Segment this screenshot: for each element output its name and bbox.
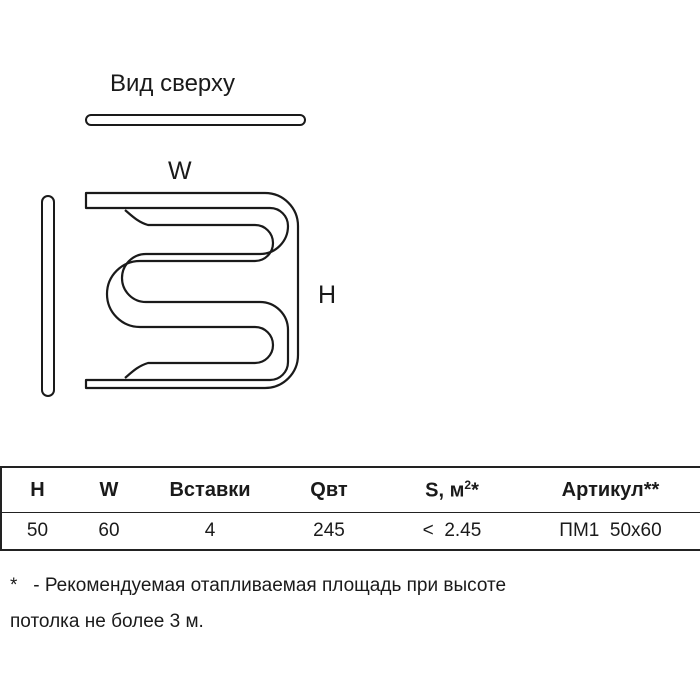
footnote-line-2: потолка не более 3 м.: [10, 611, 204, 632]
side-view-bar: [42, 196, 54, 396]
top-view-title: Вид сверху: [110, 70, 235, 97]
header-h: H: [1, 467, 73, 513]
cell-w: 60: [73, 513, 145, 551]
spec-table-header-row: [1, 467, 700, 513]
spec-table: [0, 466, 700, 551]
footnote-line-1: * - Рекомендуемая отапливаемая площадь при высоте: [10, 575, 507, 596]
top-view-bar: [86, 115, 305, 125]
header-article: Артикул**: [521, 467, 700, 513]
header-area-prefix: S, м: [425, 479, 465, 502]
header-area: [383, 467, 521, 513]
width-dimension-label: W: [168, 157, 192, 185]
cell-area: < 2.45: [383, 513, 521, 551]
footnote: [10, 568, 690, 640]
cell-power: 245: [275, 513, 383, 551]
header-w: W: [73, 467, 145, 513]
cell-article: ПМ1 50x60: [521, 513, 700, 551]
header-power: Qвт: [275, 467, 383, 513]
header-area-sup: 2: [464, 477, 472, 492]
table-row: [1, 513, 700, 551]
cell-h: 50: [1, 513, 73, 551]
header-area-suffix: *: [471, 479, 479, 502]
header-inserts: Вставки: [145, 467, 275, 513]
front-view-tube-inner: [107, 210, 273, 378]
cell-inserts: 4: [145, 513, 275, 551]
height-dimension-label: H: [318, 281, 337, 309]
